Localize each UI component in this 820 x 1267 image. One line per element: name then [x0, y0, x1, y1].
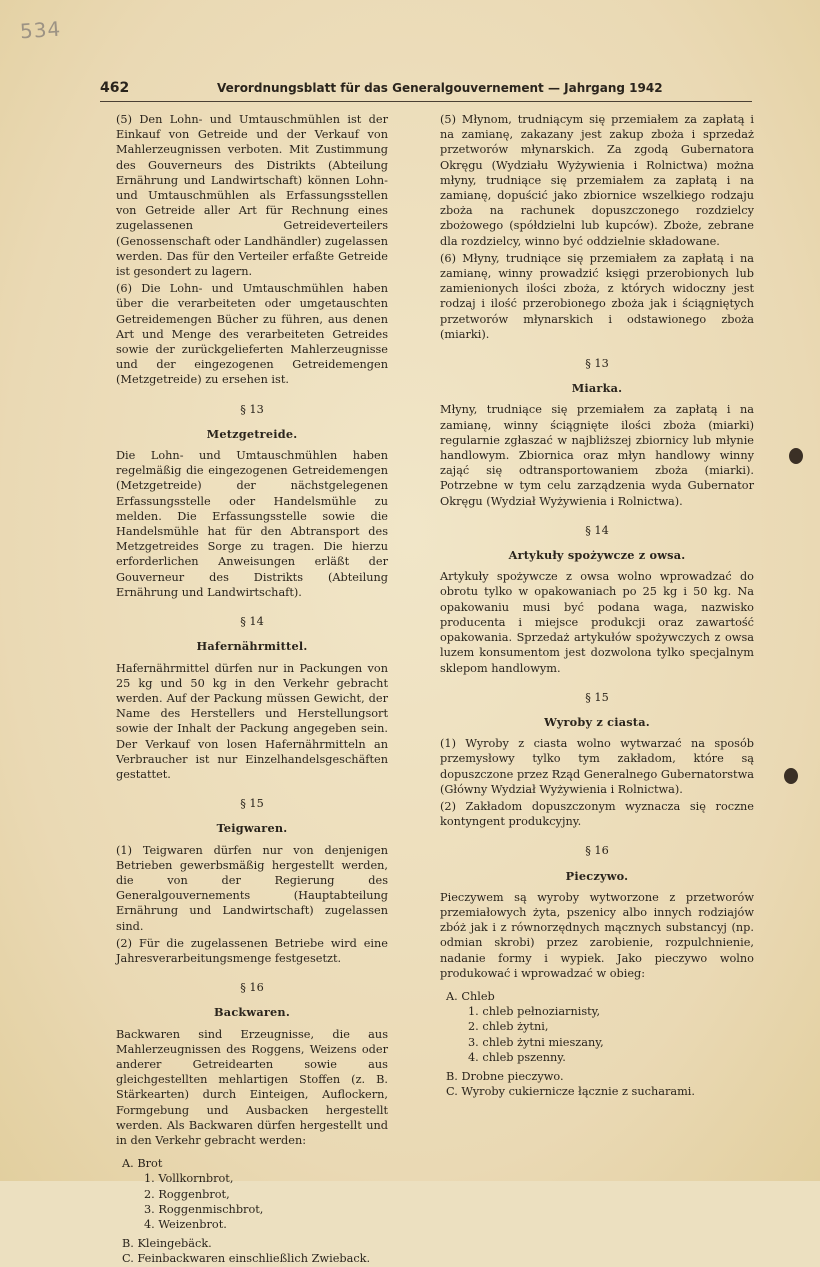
paragraph: Backwaren sind Erzeugnisse, die aus Mahlerzeugnissen des Roggens, Weizens oder anderer Getreidearten sowie aus gleichgestellten mehlartigen Stoffen (z. B. Stärkearten) durch Einteigen, Auflockern, Formgebung und Ausbacken hergestellt werden. Als Backwaren dürfen hergestellt und in den Verkehr gebracht werden:	[116, 1027, 388, 1147]
section-heading	[440, 843, 754, 883]
section-number: § 13	[240, 402, 264, 416]
list-item: 3. chleb żytni mieszany,	[468, 1035, 604, 1049]
section-heading	[440, 356, 754, 396]
section-heading	[116, 402, 388, 442]
list-item: 4. chleb pszenny.	[468, 1050, 566, 1064]
list-item: B. Drobne pieczywo.	[446, 1069, 564, 1083]
paragraph: (6) Młyny, trudniące się przemiałem za zapłatą i na zamianę, winny prowadzić księgi przerobionych lub zamienionych ilości zboża, z których widoczny jest rodzaj i ilość przerobionego zboża jak i ściągniętych przetworów młynarskich i odstawionego zboża (miarki).	[440, 251, 754, 341]
section-title: Miarka.	[571, 381, 623, 396]
header-rule	[100, 101, 752, 102]
german-column	[116, 112, 388, 1267]
page-number: 462	[100, 80, 130, 96]
section-number: § 13	[585, 357, 609, 371]
list-item: A. Chleb	[446, 989, 495, 1003]
section-heading	[116, 980, 388, 1020]
section-number: § 16	[585, 844, 609, 858]
section-title: Pieczywo.	[565, 868, 629, 883]
paragraph: Artykuły spożywcze z owsa wolno wprowadzać do obrotu tylko w opakowaniach po 25 kg i 50 kg. Na opakowaniu musi być podana waga, nazwisko producenta i miejsce produkcji oraz zawartość opakowania. Sprzedaż artykułów spożywczych z owsa luzem konsumentom jest dozwolona tylko specjalnym sklepom handlowym.	[440, 570, 754, 675]
section-title: Backwaren.	[214, 1005, 290, 1020]
paragraph: (2) Zakładom dopuszczonym wyznacza się roczne kontyngent produkcyjny.	[440, 799, 754, 829]
list-item: 1. Vollkornbrot,	[144, 1172, 234, 1186]
paragraph: Hafernährmittel dürfen nur in Packungen von 25 kg und 50 kg in den Verkehr gebracht werden. Auf der Packung müssen Gewicht, der Name des Herstellers und Herstellungsort sowie der Inhalt der Packung angegeben sein. Der Verkauf von losen Hafernährmitteln an Verbraucher ist nur Einzelhandelsgeschäften gestattet.	[116, 661, 388, 781]
paragraph: (5) Den Lohn- und Umtauschmühlen ist der Einkauf von Getreide und der Verkauf von Mahlerzeugnissen verboten. Mit Zustimmung des Gouverneurs des Distrikts (Abteilung Ernährung und Landwirtschaft) können Lohn- und Umtauschmühlen als Erfassungsstellen von Getreide aller Art für Rechnung eines zugelassenen Getreideverteilers (Genossenschaft oder Landhändler) zugelassen werden. Das für den Verteiler erfaßte Getreide ist gesondert zu lagern.	[116, 113, 388, 279]
journal-title: Verordnungsblatt für das Generalgouvernement — Jahrgang 1942	[217, 81, 663, 95]
paragraph: (2) Für die zugelassenen Betriebe wird eine Jahresverarbeitungsmenge festgesetzt.	[116, 936, 388, 965]
section-number: § 16	[240, 981, 264, 995]
section-title: Artykuły spożywcze z owsa.	[508, 548, 686, 563]
paragraph: Pieczywem są wyroby wytworzone z przetworów przemiałowych żyta, pszenicy albo innych rodziajów zbóż jak i z równorzędnych mącznych substancyj (np. odmian skrobi) przez zarobienie, rozpulchnienie, nadanie formy i wypiek. Jako pieczywo wolno produkować i wprowadzać w obieg:	[440, 890, 754, 980]
section-title: Wyroby z ciasta.	[544, 714, 650, 729]
list-item: A. Brot	[122, 1157, 163, 1171]
archive-number: 534	[19, 16, 62, 44]
list-item: 2. Roggenbrot,	[144, 1187, 230, 1201]
list-item: 4. Weizenbrot.	[144, 1218, 227, 1231]
paragraph: (1) Teigwaren dürfen nur von denjenigen Betrieben gewerbsmäßig hergestellt werden, die von der Regierung des Generalgouvernements (Hauptabteilung Ernährung und Landwirtschaft) zugelassen sind.	[116, 843, 388, 933]
list-item: B. Kleingebäck.	[122, 1237, 212, 1251]
section-heading	[440, 523, 754, 563]
page-header	[100, 80, 663, 100]
product-list	[116, 1156, 388, 1266]
list-item: 3. Roggenmischbrot,	[144, 1202, 264, 1216]
section-title: Metzgetreide.	[206, 426, 298, 441]
section-number: § 14	[585, 523, 609, 537]
product-list	[440, 989, 754, 1099]
polish-column	[440, 112, 754, 1099]
paragraph: Młyny, trudniące się przemiałem za zapłatą i na zamianę, winny ściągnięte ilości zboża (miarki) regularnie zgłaszać w najbliższej zbiornicy lub młynie handlowym. Zbiornica oraz młyn handlowy winny zająć się odtransportowaniem zboża (miarki). Potrzebne w tym celu zarządzenia wyda Gubernator Okręgu (Wydział Wyżywienia i Rolnictwa).	[440, 403, 754, 508]
binding-hole	[784, 768, 798, 784]
section-heading	[116, 614, 388, 654]
paragraph: Die Lohn- und Umtauschmühlen haben regelmäßig die eingezogenen Getreidemengen (Metzgetreide) der nächstgelegenen Erfassungsstelle oder Handelsmühle zu melden. Die Erfassungsstelle sowie die Handelsmühle hat für den Abtransport des Metzgetreides Sorge zu tragen. Die hierzu erforderlichen Anweisungen erläßt der Gouverneur des Distrikts (Abteilung Ernährung und Landwirtschaft).	[116, 449, 388, 599]
list-item: C. Wyroby cukiernicze łącznie z sucharami.	[446, 1085, 696, 1099]
binding-hole	[789, 448, 803, 464]
list-item: C. Feinbackwaren einschließlich Zwieback.	[122, 1252, 371, 1266]
paragraph: (1) Wyroby z ciasta wolno wytwarzać na sposób przemysłowy tylko tym zakładom, które są dopuszczone przez Rząd Generalnego Gubernatorstwa (Główny Wydział Wyżywienia i Rolnictwa).	[440, 737, 754, 796]
list-item: 2. chleb żytni,	[468, 1020, 549, 1034]
section-title: Hafernährmittel.	[196, 639, 308, 654]
section-title: Teigwaren.	[216, 821, 288, 836]
section-number: § 15	[585, 690, 609, 704]
paragraph: (5) Młynom, trudniącym się przemiałem za zapłatą i na zamianę, zakazany jest zakup zboża i sprzedaż przetworów młynarskich. Za zgodą Gubernatora Okręgu (Wydziału Wyżywienia i Rolnictwa) można młyny, trudniące się przemiałem za zapłatą i na zamianę, dopuścić jako zbiornice wszelkiego rodzaju zboża na rachunek dopuszczonego rozdzielcy zbożowego (spółdzielni lub kupców). Zboże, zebrane dla rozdzielcy, winno być oddzielnie składowane.	[440, 113, 754, 248]
section-number: § 15	[240, 797, 264, 811]
section-heading	[116, 796, 388, 836]
paragraph: (6) Die Lohn- und Umtauschmühlen haben über die verarbeiteten oder umgetauschten Getreidemengen Bücher zu führen, aus denen Art und Menge des verarbeiteten Getreides sowie der zurückgelieferten Mahlerzeugnisse und der eingezogenen Getreidemengen (Metzgetreide) zu ersehen ist.	[116, 282, 388, 387]
section-heading	[440, 690, 754, 730]
section-number: § 14	[240, 615, 264, 629]
list-item: 1. chleb pełnoziarnisty,	[468, 1005, 601, 1019]
